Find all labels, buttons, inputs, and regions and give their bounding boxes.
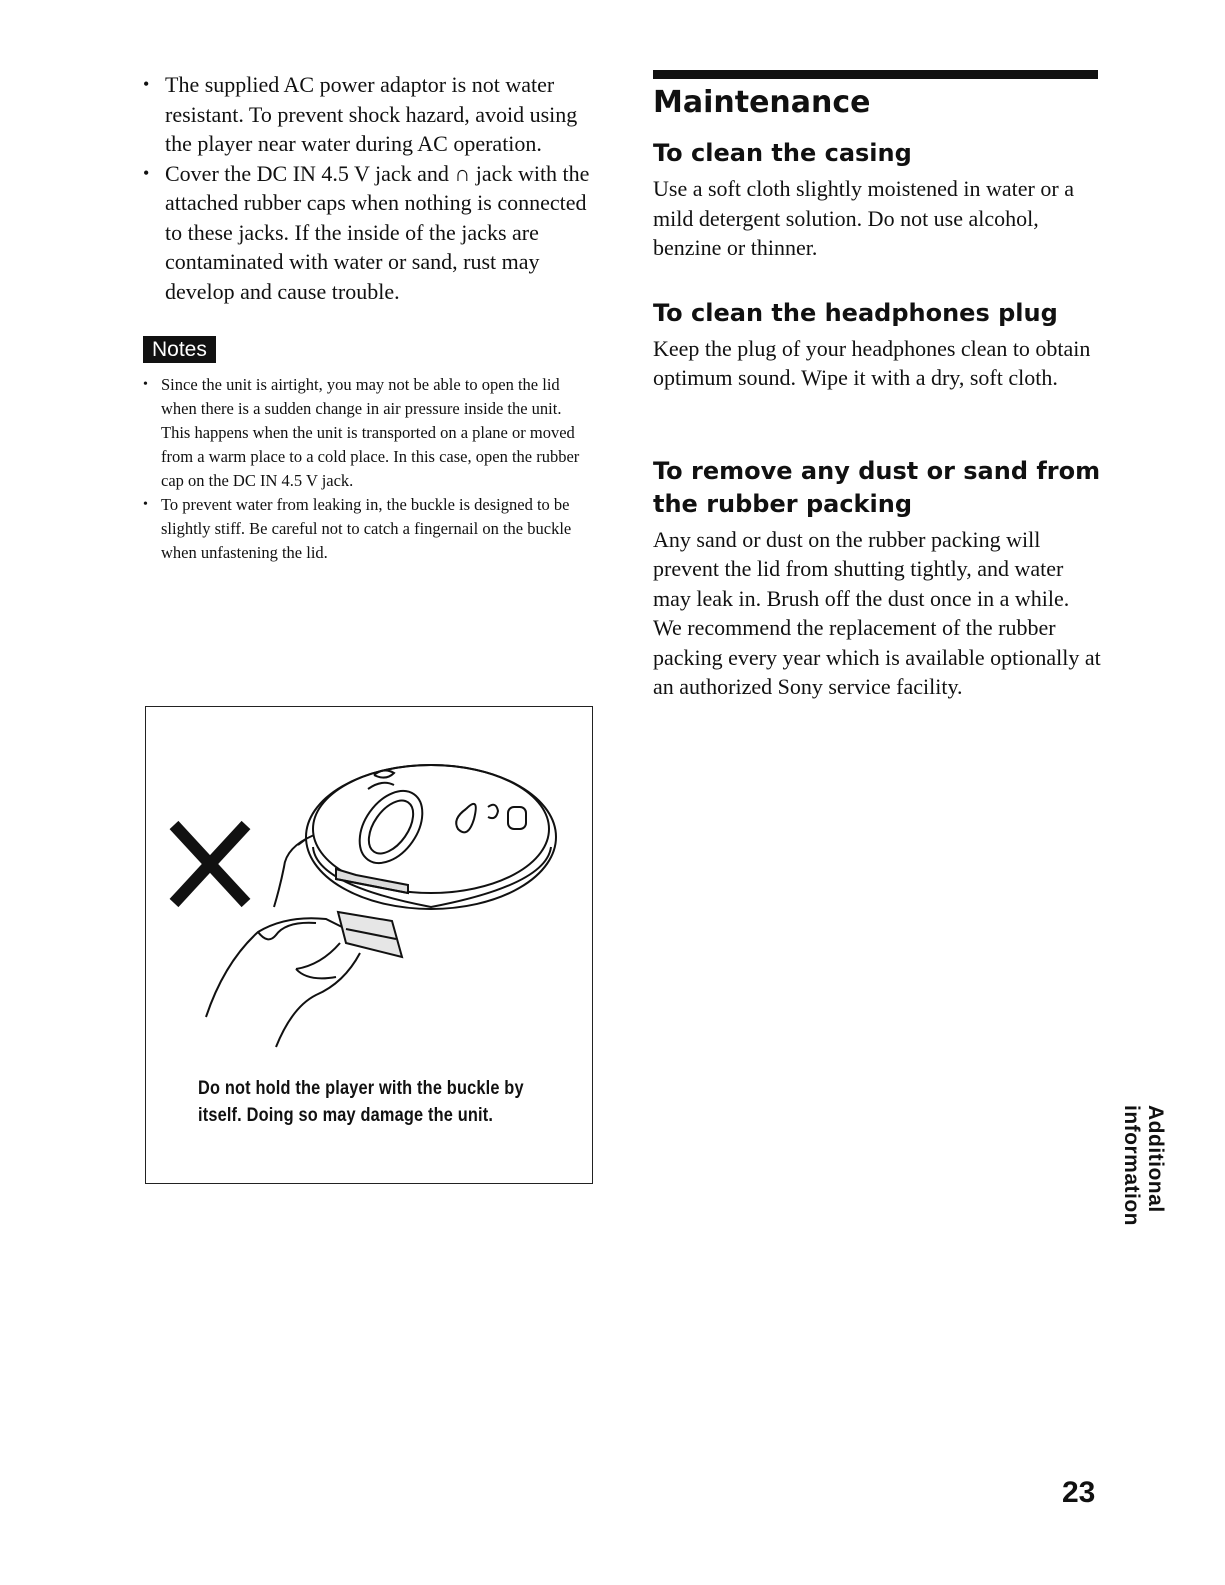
side-tab-label: Additional information (1120, 1105, 1167, 1226)
page-number: 23 (1062, 1476, 1096, 1509)
buckle-warning-figure (145, 706, 593, 1184)
text-replacement: We recommend the replacement of the rubber packing every year which is available optionally at an authorized Sony service facility. (653, 615, 1101, 699)
heading-clean-plug: To clean the headphones plug (653, 298, 1058, 327)
note-buckle: • To prevent water from leaking in, the buckle is designed to be slightly stiff. Be careful not to catch a fingernail on the buckle when unfastening the lid. (143, 493, 593, 565)
hand-drawing (206, 918, 360, 1047)
notes-badge: Notes (143, 336, 216, 363)
text-remove-sand: Any sand or dust on the rubber packing will prevent the lid from shutting tightly, and water may leak in. Brush off the dust once in a while. (653, 526, 1070, 611)
section-title: Maintenance (653, 85, 871, 120)
figure-caption: Do not hold the player with the buckle by itself. Doing so may damage the unit. (198, 1078, 524, 1126)
bullet-ac-adaptor: • The supplied AC power adaptor is not water resistant. To prevent shock hazard, avoid using the player near water during AC operation. (143, 70, 593, 159)
heading-remove-sand: To remove any dust or sand from the rubber packing (653, 456, 1101, 518)
heading-clean-casing: To clean the casing (653, 139, 912, 167)
cross-mark-icon (174, 825, 246, 903)
text-clean-casing: Use a soft cloth slightly moistened in water or a mild detergent solution. Do not use alcohol, benzine or thinner. (653, 176, 1074, 260)
note-airtight: • Since the unit is airtight, you may not be able to open the lid when there is a sudden change in air pressure inside the unit. This happens when the unit is transported on a plane or moved from a warm place to a cold place. In this case, open the rubber cap on the DC IN 4.5 V jack. (143, 373, 593, 493)
section-rule (653, 70, 1098, 79)
left-column (143, 70, 593, 565)
notes-list (143, 373, 593, 565)
bullet-cover-jacks: • Cover the DC IN 4.5 V jack and ∩ jack with the attached rubber caps when nothing is connected to these jacks. If the inside of the jacks are contaminated with water or sand, rust may develop and cause trouble. (143, 159, 593, 307)
cd-player-drawing (274, 765, 556, 957)
right-column (653, 70, 1103, 702)
text-clean-plug: Keep the plug of your headphones clean to obtain optimum sound. Wipe it with a dry, soft cloth. (653, 335, 1091, 390)
safety-bullet-list (143, 70, 593, 306)
side-tab (1095, 1105, 1167, 1325)
